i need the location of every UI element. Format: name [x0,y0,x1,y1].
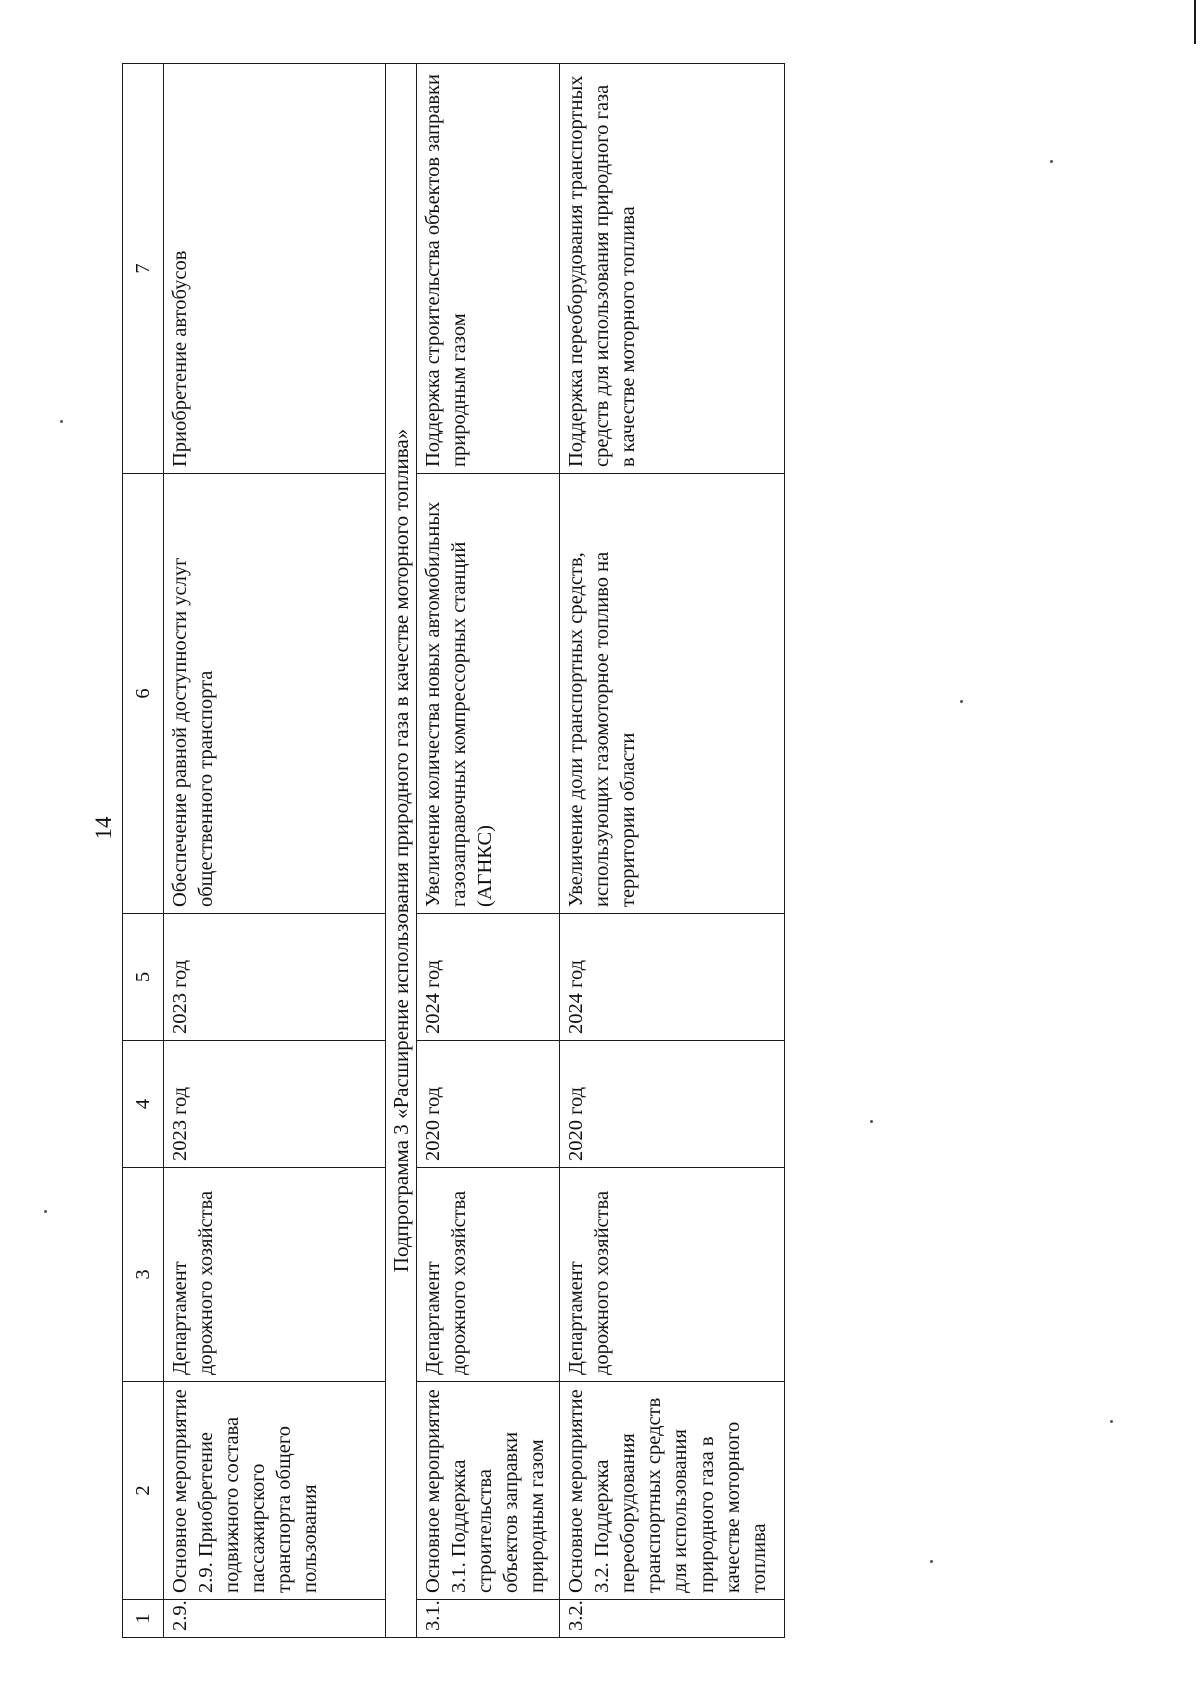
executor-cell: Департамент дорожного хозяйства [164,1168,386,1382]
table-row [164,64,386,1638]
start-year-cell: 2020 год [417,1041,560,1168]
column-header-2: 2 [123,1382,164,1600]
activity-cell: Основное мероприятие 2.9. Приобретение подвижного состава пассажирского транспорта общего пользования [164,1382,386,1600]
executor-cell: Департамент дорожного хозяйства [560,1168,785,1382]
end-year-cell: 2024 год [417,914,560,1041]
expected-result-cell: Увеличение количества новых автомобильных газозаправочных компрессорных станций (АГНКС) [417,474,560,914]
activity-cell: Основное мероприятие 3.2. Поддержка переоборудования транспортных средств для использования природного газа в качестве моторного топлива [560,1382,785,1600]
activity-cell: Основное мероприятие 3.1. Поддержка строительства объектов заправки природным газом [417,1382,560,1600]
scan-speck [1110,1420,1113,1423]
scan-speck [60,420,63,423]
main-directions-cell: Поддержка переоборудования транспортных средств для использования природного газа в качестве моторного топлива [560,64,785,474]
executor-cell: Департамент дорожного хозяйства [417,1168,560,1382]
expected-result-cell: Увеличение доли транспортных средств, использующих газомоторное топливо на территории области [560,474,785,914]
scan-speck [930,1560,933,1563]
program-activities-table [122,63,785,1638]
column-header-4: 4 [123,1041,164,1168]
start-year-cell: 2023 год [164,1041,386,1168]
scan-speck [960,700,963,703]
page-number: 14 [91,816,116,840]
scan-speck [870,1120,873,1123]
subprogram-title: Подпрограмма 3 «Расширение использования природного газа в качестве моторного топлива» [386,64,417,1638]
main-directions-cell: Приобретение автобусов [164,64,386,474]
end-year-cell: 2023 год [164,914,386,1041]
table-frame [122,64,785,1638]
column-header-5: 5 [123,914,164,1041]
column-header-1: 1 [123,1600,164,1638]
start-year-cell: 2020 год [560,1041,785,1168]
row-number-cell: 2.9. [164,1600,386,1638]
column-header-3: 3 [123,1168,164,1382]
column-header-7: 7 [123,64,164,474]
table-row [560,64,785,1638]
scan-speck [1050,160,1053,163]
table-row [417,64,560,1638]
subprogram-row [386,64,417,1638]
end-year-cell: 2024 год [560,914,785,1041]
column-header-6: 6 [123,474,164,914]
column-number-header-row [123,64,164,1638]
row-number-cell: 3.2. [560,1600,785,1638]
row-number-cell: 3.1. [417,1600,560,1638]
scan-speck [44,1210,47,1213]
main-directions-cell: Поддержка строительства объектов заправки природным газом [417,64,560,474]
expected-result-cell: Обеспечение равной доступности услуг общественного транспорта [164,474,386,914]
scan-edge-mark [1194,0,1196,44]
